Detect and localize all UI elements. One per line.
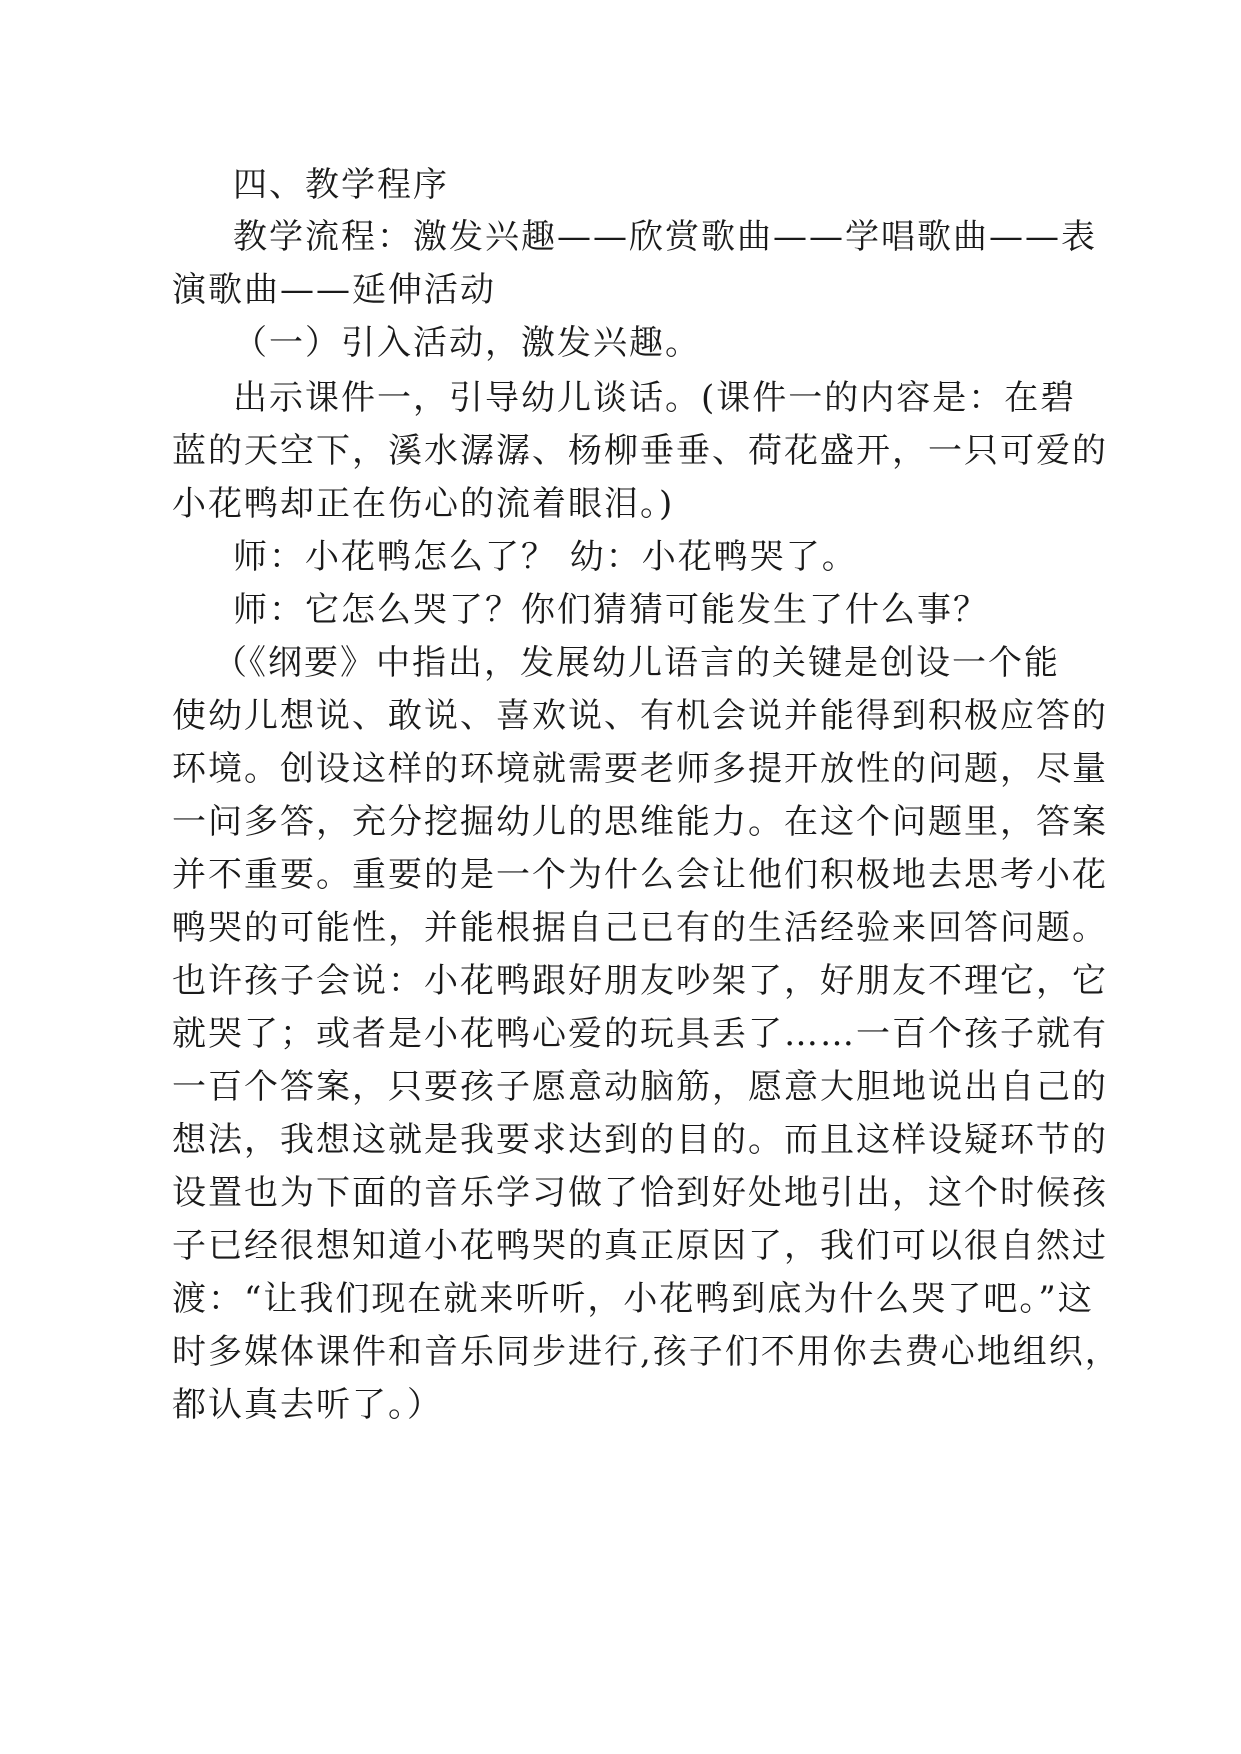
paragraph-line: 就哭了；或者是小花鸭心爱的玩具丢了……一百个孩子就有: [172, 1014, 1108, 1054]
dialogue-line: 师：小花鸭怎么了？ 幼：小花鸭哭了。: [233, 537, 858, 577]
paragraph-line: 鸭哭的可能性，并能根据自己已有的生活经验来回答问题。: [172, 908, 1108, 948]
subheading-intro-activity: （一）引入活动，激发兴趣。: [233, 323, 701, 363]
paragraph-line: 环境。创设这样的环境就需要老师多提开放性的问题，尽量: [172, 749, 1108, 789]
dialogue-line: 师：它怎么哭了？你们猜猜可能发生了什么事？: [233, 590, 989, 630]
paragraph-line: 使幼儿想说、敢说、喜欢说、有机会说并能得到积极应答的: [172, 696, 1108, 736]
paragraph-line: 演歌曲——延伸活动: [172, 270, 496, 310]
paragraph-line: （《纲要》中指出，发展幼儿语言的关键是创设一个能: [213, 643, 1060, 683]
paragraph-line: 蓝的天空下，溪水潺潺、杨柳垂垂、荷花盛开，一只可爱的: [172, 431, 1108, 471]
paragraph-line: 教学流程：激发兴趣——欣赏歌曲——学唱歌曲——表: [233, 217, 1097, 257]
paragraph-line: 并不重要。重要的是一个为什么会让他们积极地去思考小花: [172, 855, 1108, 895]
paragraph-line: 一问多答，充分挖掘幼儿的思维能力。在这个问题里，答案: [172, 802, 1108, 842]
paragraph-line: 设置也为下面的音乐学习做了恰到好处地引出，这个时候孩: [172, 1173, 1108, 1213]
paragraph-line: 小花鸭却正在伤心的流着眼泪。): [172, 484, 675, 524]
paragraph-line: 想法，我想这就是我要求达到的目的。而且这样设疑环节的: [172, 1120, 1108, 1160]
paragraph-line: 子已经很想知道小花鸭哭的真正原因了，我们可以很自然过: [172, 1226, 1108, 1266]
paragraph-line: 都认真去听了。）: [172, 1385, 443, 1425]
heading-teaching-procedure: 四、教学程序: [233, 165, 449, 205]
paragraph-line: 一百个答案，只要孩子愿意动脑筋，愿意大胆地说出自己的: [172, 1067, 1108, 1107]
paragraph-line: 渡：“让我们现在就来听听，小花鸭到底为什么哭了吧。”这: [172, 1279, 1094, 1319]
paragraph-line: 出示课件一，引导幼儿谈话。(课件一的内容是：在碧: [233, 378, 1077, 418]
paragraph-line: 时多媒体课件和音乐同步进行,孩子们不用你去费心地组织，: [172, 1332, 1121, 1372]
paragraph-line: 也许孩子会说：小花鸭跟好朋友吵架了，好朋友不理它，它: [172, 961, 1108, 1001]
